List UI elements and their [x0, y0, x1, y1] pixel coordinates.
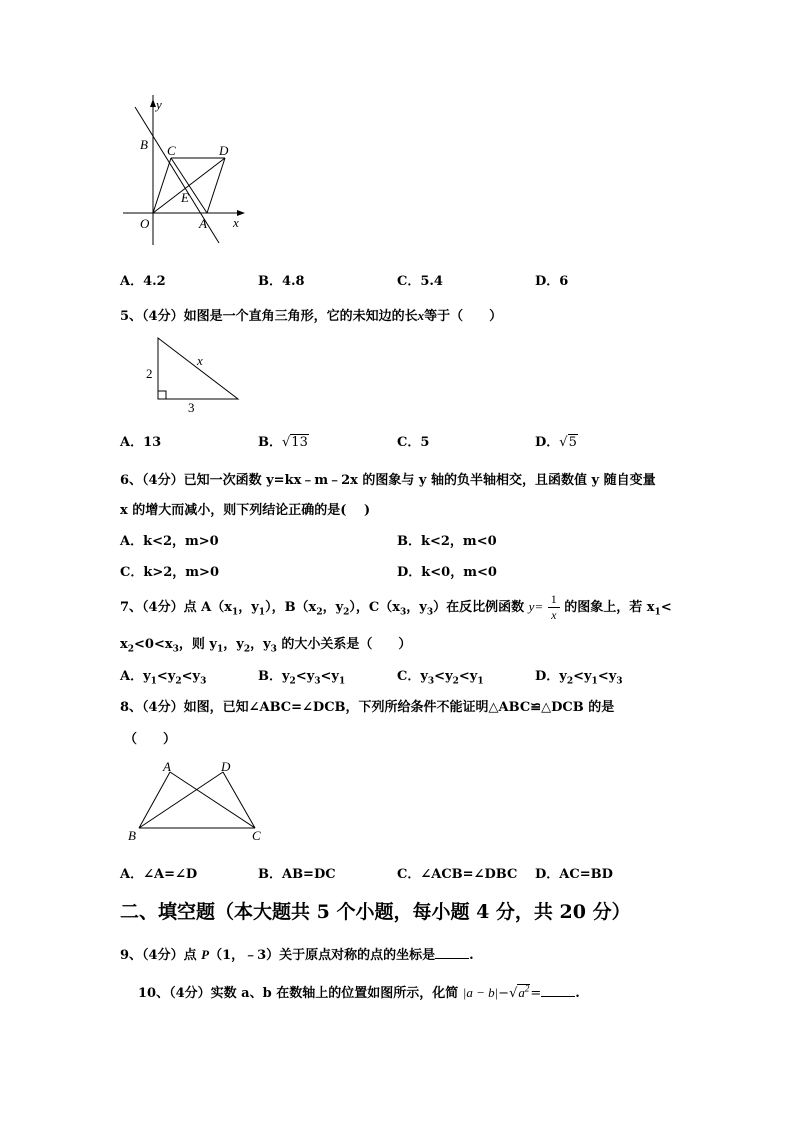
- q7-option-c[interactable]: C．$y_3<y_2<y_1$: [397, 669, 484, 687]
- question-8-line2: （ ）: [124, 732, 177, 747]
- q6-option-a[interactable]: A．k<2，m>0: [120, 534, 219, 549]
- q7-option-d[interactable]: D．$y_2<y_1<y_3$: [535, 669, 623, 687]
- fig8-label-D: D: [221, 759, 231, 774]
- right-triangle-figure: [155, 335, 255, 405]
- segment-CA: [171, 158, 207, 213]
- fig4-label-x: x: [233, 215, 239, 230]
- q7-option-a[interactable]: A．$y_1<y_2<y_3$: [120, 669, 207, 687]
- q4-option-c[interactable]: C．5.4: [397, 274, 443, 289]
- answer-blank[interactable]: [435, 946, 469, 959]
- question-8-line1: 8、（4分）如图，已知∠ABC=∠DCB，下列所给条件不能证明△ABC≌△DCB 的是: [120, 700, 615, 715]
- fig4-label-D: D: [219, 143, 229, 158]
- q5-option-b[interactable]: B．√13: [258, 435, 308, 450]
- question-5-stem: 5、（4分）如图是一个直角三角形，它的未知边的长x等于（ ）: [120, 308, 503, 324]
- question-7-line1: 7、（4分）点 $A(x_1$，$y_1$），$B(x_2$，$y_2$），$C(x_3$，$y_3$）在反比例函数 y= $\frac{1}{x}$ 的图象上，若 $x_1<$: [120, 592, 672, 622]
- q8-option-c[interactable]: C．∠ACB=∠DBC: [397, 867, 518, 882]
- fraction-1-over-x: $\frac{1}{x}$: [548, 592, 560, 623]
- q4-option-a[interactable]: A．4.2: [120, 274, 166, 289]
- segment-OC: [153, 158, 171, 213]
- question-6-line1: 6、（4分）已知一次函数 y=kx﹣m﹣2x 的图象与 y 轴的负半轴相交，且函数值 y 随自变量: [120, 473, 656, 488]
- fig8-label-B: B: [128, 828, 136, 843]
- q7-option-b[interactable]: B．$y_2<y_3<y_1$: [258, 669, 346, 687]
- fig4-label-C: C: [167, 143, 176, 158]
- question-7-line2: $x_2<0<x_3$，则 $y_1$，$y_2$，$y_3$ 的大小关系是（ ）: [120, 637, 412, 655]
- fig4-label-O: O: [140, 216, 150, 231]
- section-2-heading: 二、填空题（本大题共 5 个小题，每小题 4 分，共 20 分）: [120, 901, 631, 923]
- q6-option-d[interactable]: D．k<0，m<0: [397, 565, 497, 580]
- q5-option-c[interactable]: C．5: [397, 435, 430, 450]
- q5-option-d[interactable]: D．√5: [535, 435, 577, 450]
- q8-option-a[interactable]: A．∠A=∠D: [120, 867, 198, 882]
- q4-option-d[interactable]: D．6: [535, 274, 569, 289]
- fig4-label-B: B: [140, 137, 148, 152]
- fig4-label-y: y: [156, 97, 162, 112]
- question-10: 10、（4分）实数 a、b 在数轴上的位置如图所示，化简 $|a - b|-√a^2=$ .: [138, 983, 580, 1001]
- right-angle-mark: [158, 391, 166, 399]
- q6-option-b[interactable]: B．k<2，m<0: [397, 534, 497, 549]
- fig8-label-C: C: [252, 828, 261, 843]
- question-9: 9、（4分）点 P（1，﹣3）关于原点对称的点的坐标是 .: [120, 947, 474, 963]
- q4-option-b[interactable]: B．4.8: [258, 274, 305, 289]
- fig4-label-E: E: [181, 190, 189, 205]
- q6-option-c[interactable]: C．k>2，m>0: [120, 565, 219, 580]
- fig8-label-A: A: [163, 759, 171, 774]
- fig4-label-A: A: [199, 216, 207, 231]
- fig5-label-3: 3: [188, 400, 195, 415]
- triangles-figure: [130, 768, 270, 838]
- q8-option-b[interactable]: B．AB=DC: [258, 867, 336, 882]
- q5-option-a[interactable]: A．13: [120, 435, 162, 450]
- coordinate-figure: [115, 95, 255, 255]
- segment-DA: [207, 158, 225, 213]
- question-6-line2: x 的增大而减小，则下列结论正确的是( ): [120, 503, 371, 518]
- fig5-label-x: x: [197, 353, 203, 368]
- q8-option-d[interactable]: D．AC=BD: [535, 867, 613, 882]
- fig5-label-2: 2: [146, 366, 153, 381]
- answer-blank[interactable]: [541, 984, 575, 997]
